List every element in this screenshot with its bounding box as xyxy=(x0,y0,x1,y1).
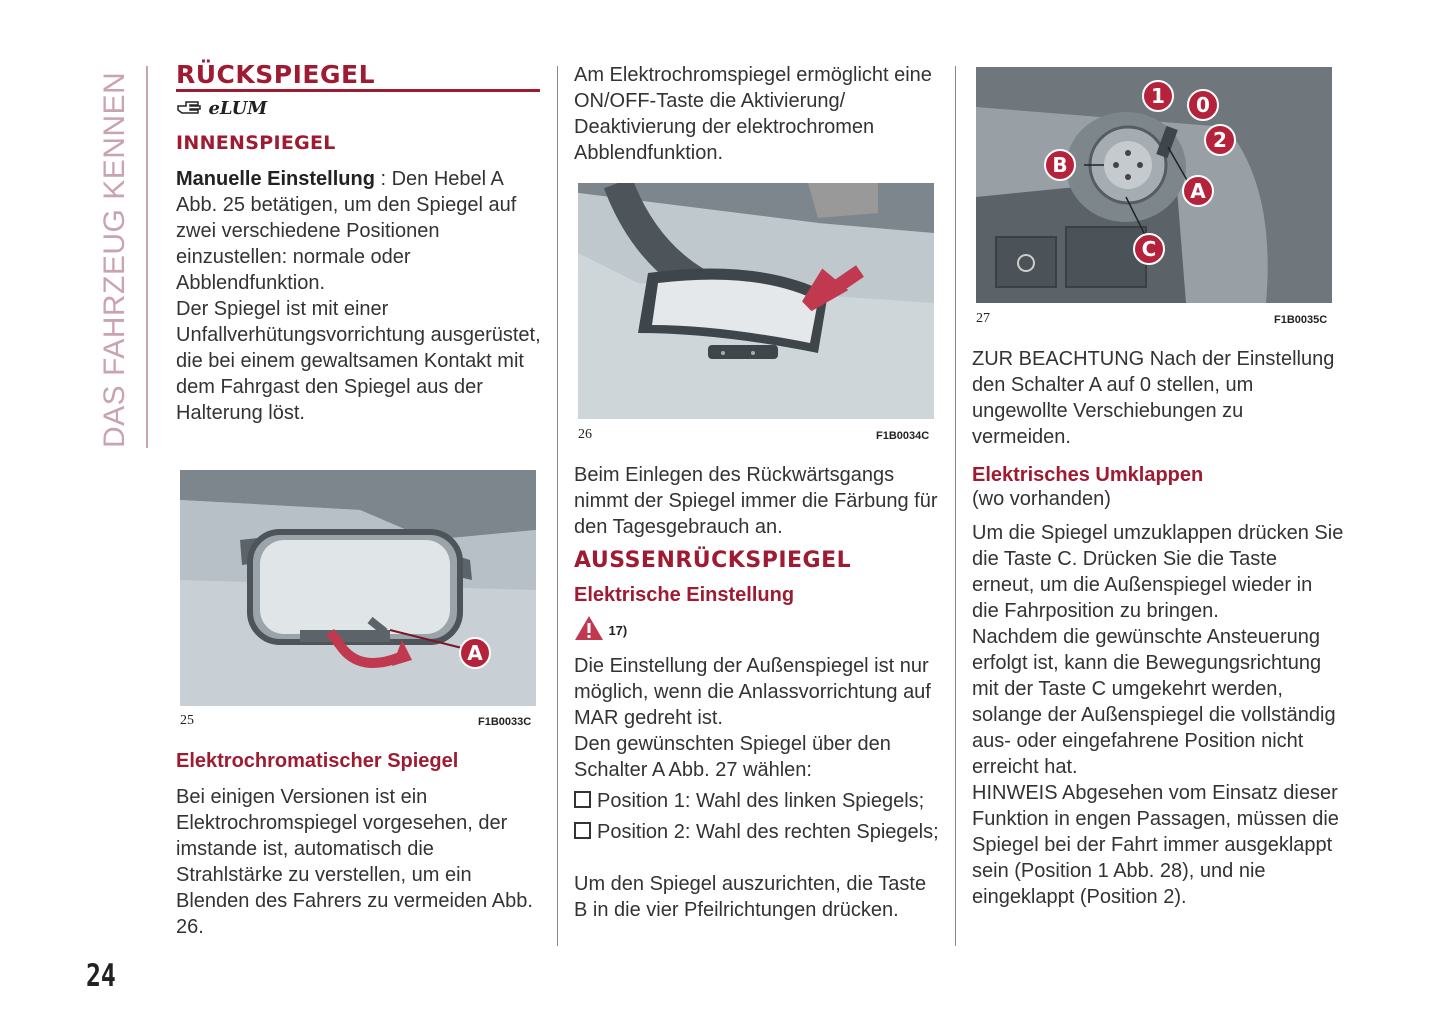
option-text: Position 2: Wahl des rechten Spiegels; xyxy=(597,821,939,843)
heading-rule xyxy=(176,89,540,92)
warning-ref-number: 17) xyxy=(608,623,628,638)
figure-marker-1: 1 xyxy=(1142,80,1174,112)
electrochromic-paragraph: Bei einigen Versionen ist ein Elektrochromspiegel vorgesehen, der imstande ist, automatisch die Strahlstärke zu verstellen, um ein Blenden des Fahrers zu vermeiden Abb. 26. xyxy=(176,786,533,938)
figure-27-image xyxy=(976,67,1332,303)
subsection-heading: INNENSPIEGEL xyxy=(176,132,336,154)
figure-25-image xyxy=(180,470,536,706)
option-text: Position 1: Wahl des linken Spiegels; xyxy=(597,790,925,812)
adjust-paragraph-2: Den gewünschten Spiegel über den Schalter A Abb. 27 wählen: xyxy=(574,733,891,781)
electrochromic-heading: Elektrochromatischer Spiegel xyxy=(176,750,459,772)
section-heading: RÜCKSPIEGEL xyxy=(176,60,376,89)
fold-subheading: (wo vorhanden) xyxy=(972,488,1111,510)
page-number: 24 xyxy=(86,958,116,994)
figure-marker-b: B xyxy=(1044,149,1076,181)
figure-marker-c: C xyxy=(1133,233,1165,265)
option-left-mirror xyxy=(574,788,944,814)
figure-number: 25 xyxy=(180,713,194,728)
figure-number: 27 xyxy=(976,311,990,326)
option-right-mirror xyxy=(574,819,944,845)
side-section-title: DAS FAHRZEUG KENNEN xyxy=(98,71,131,448)
figure-marker-a: A xyxy=(1182,175,1214,207)
warning-reference xyxy=(574,615,627,643)
figure-marker-a: A xyxy=(459,637,491,669)
side-rule xyxy=(146,66,148,448)
model-indicator xyxy=(176,96,267,120)
adjust-paragraph-3: Um den Spiegel auszurichten, die Taste B in die vier Pfeilrichtungen drücken. xyxy=(574,873,927,921)
figure-code: F1B0035C xyxy=(1274,314,1328,326)
figure-marker-0: 0 xyxy=(1187,89,1219,121)
hand-pointer-icon xyxy=(176,96,204,121)
model-logo: eLUM xyxy=(208,98,268,119)
column-divider xyxy=(955,66,956,946)
fold-paragraph-1: Um die Spiegel umzuklappen drücken Sie die Taste C. Drücken Sie die Taste erneut, um die Außenspiegel wieder in die Fahrposition zu bringen. xyxy=(972,522,1344,622)
electric-fold-heading: Elektrisches Umklappen xyxy=(972,464,1204,486)
fold-paragraph-2: Nachdem die gewünschte Ansteuerung erfolgt ist, kann die Bewegungsrichtung mit der Taste C umgekehrt werden, solange der Außenspiegel die vollständig aus- oder eingefahrene Position nicht erreicht hat. xyxy=(972,626,1336,778)
exterior-mirror-heading: AUSSENRÜCKSPIEGEL xyxy=(574,548,852,573)
note-paragraph: ZUR BEACHTUNG Nach der Einstellung den Schalter A auf 0 stellen, um ungewollte Verschiebungen zu vermeiden. xyxy=(972,348,1335,448)
safety-paragraph: Der Spiegel ist mit einer Unfallverhütungsvorrichtung ausgerüstet, die bei einem gewaltsamen Kontakt mit dem Fahrgast den Spiegel aus der Halterung löst. xyxy=(176,298,541,424)
reverse-gear-paragraph: Beim Einlegen des Rückwärtsgangs nimmt der Spiegel immer die Färbung für den Tagesgebrauch an. xyxy=(574,464,938,538)
figure-26-image xyxy=(578,183,934,419)
figure-code: F1B0033C xyxy=(478,716,532,728)
column-divider xyxy=(557,66,558,946)
checkbox-icon xyxy=(574,791,591,808)
warning-triangle-icon xyxy=(574,615,604,646)
figure-marker-2: 2 xyxy=(1204,124,1236,156)
electric-adjust-heading: Elektrische Einstellung xyxy=(574,584,795,606)
manual-label: Manuelle Einstellung xyxy=(176,168,375,190)
adjust-paragraph-1: Die Einstellung der Außenspiegel ist nur möglich, wenn die Anlassvorrichtung auf MAR gedreht ist. xyxy=(574,655,931,729)
intro-paragraph: Am Elektrochromspiegel ermöglicht eine ON/OFF-Taste die Aktivierung/ Deaktivierung der elektrochromen Abblendfunktion. xyxy=(574,64,932,164)
figure-code: F1B0034C xyxy=(876,430,930,442)
checkbox-icon xyxy=(574,822,591,839)
fold-paragraph-3: HINWEIS Abgesehen vom Einsatz dieser Funktion in engen Passagen, müssen die Spiegel bei der Fahrt immer ausgeklappt sein (Position 1 Abb. 28), und nie eingeklappt (Position 2). xyxy=(972,782,1339,908)
manual-paragraph xyxy=(176,166,546,296)
manual-text: : Den Hebel A Abb. 25 betätigen, um den Spiegel auf zwei verschiedene Positionen einzustellen: normale oder Abblendfunktion. xyxy=(176,168,517,294)
figure-number: 26 xyxy=(578,427,592,442)
